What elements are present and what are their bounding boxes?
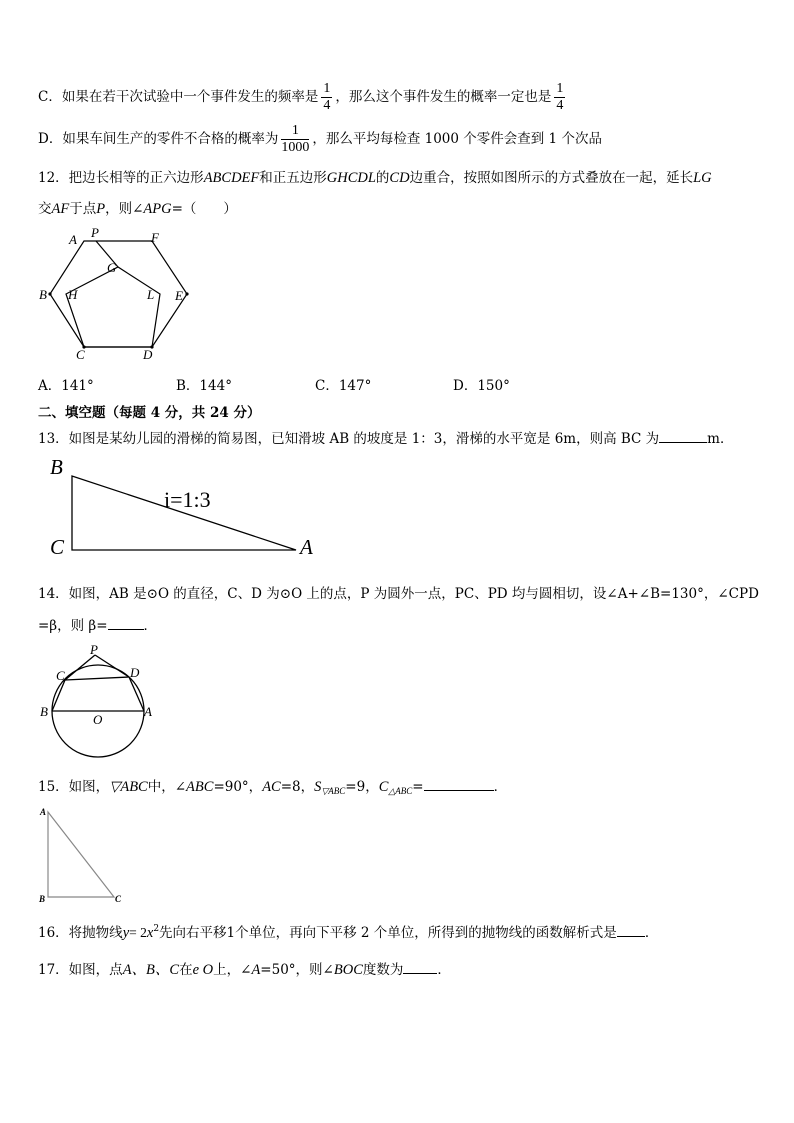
pentagon-shape [66, 267, 160, 347]
answer-blank [108, 617, 144, 630]
text: =8， [280, 779, 315, 795]
label-b: B [39, 894, 46, 904]
answer-blank [659, 430, 707, 443]
q11-d-fraction [281, 123, 309, 156]
text: =（ ） [171, 201, 237, 217]
q16-stem [38, 921, 658, 942]
math-circle: e O [192, 962, 214, 978]
text: 13．如图是某幼儿园的滑梯的简易图，已知滑坡 AB 的坡度是 1：3，滑梯的水平宽是 6m，则高 BC 为 [38, 431, 660, 447]
q11-c-prefix: C．如果在若干次试验中一个事件发生的频率是 [38, 89, 319, 105]
label-p: P [91, 225, 99, 240]
label-o: O [93, 712, 103, 727]
label-e: E [175, 288, 183, 303]
text: =9， [345, 779, 379, 795]
text: ． [437, 962, 451, 978]
slope-label: i=1:3 [164, 487, 211, 512]
label-f: F [151, 230, 159, 245]
q12-choice-c: C．147° [315, 378, 372, 394]
vertex-dot [48, 292, 51, 295]
text: 和正五边形 [259, 170, 327, 186]
text: 上，∠ [213, 962, 252, 978]
q11-c-middle: ，那么这个事件发生的概率一定也是 [335, 89, 552, 105]
math-points: A、B、C [122, 962, 180, 978]
text: m． [707, 431, 734, 447]
math-hexagon: ABCDEF [203, 170, 260, 186]
q14-stem-line2 [38, 614, 157, 634]
math-side: AC [262, 779, 281, 795]
math-exponent: 2 [153, 924, 160, 934]
label-c: C [50, 535, 65, 559]
math-area: S [314, 779, 322, 795]
label-a: A [144, 704, 152, 719]
q14-circle-figure [36, 640, 166, 760]
math-angle-boc: BOC [333, 962, 363, 978]
q12-choice-a: A．141° [38, 378, 94, 394]
frac-denominator: 4 [556, 98, 564, 113]
label-c: C [76, 347, 85, 362]
q11-c-fraction [321, 81, 332, 114]
math-x: x [146, 925, 154, 941]
label-a: A [300, 535, 313, 559]
label-a: A [40, 807, 47, 817]
math-segment: AF [51, 201, 70, 217]
label-c: C [56, 668, 65, 683]
text: ． [644, 925, 659, 941]
triangle-abc [48, 812, 114, 897]
tangent-pd [95, 655, 129, 677]
math-angle-a: A [251, 962, 261, 978]
math-angle: ABC [186, 779, 214, 795]
answer-blank [617, 924, 645, 937]
q12-stem-line1 [38, 166, 712, 187]
q11-d-prefix: D．如果车间生产的零件不合格的概率为 [38, 131, 279, 147]
answer-blank [403, 961, 437, 974]
text: 中，∠ [147, 779, 187, 795]
frac-denominator: 4 [323, 98, 331, 113]
q17-stem [38, 958, 451, 979]
label-d: D [143, 347, 153, 362]
q13-slide-figure [44, 452, 324, 562]
q11-option-c [38, 78, 568, 116]
chord-cd [65, 677, 129, 680]
text: ． [143, 618, 158, 634]
label-p: P [90, 642, 98, 657]
q12-choice-b: B．144° [176, 378, 232, 394]
q15-stem [38, 775, 507, 797]
q13-stem [38, 427, 733, 447]
math-point: P [96, 201, 106, 217]
q11-c-fraction-2 [554, 81, 565, 114]
label-h: H [68, 287, 78, 302]
line-bc [52, 680, 65, 711]
text: 边重合，按照如图所示的方式叠放在一起，延长 [409, 170, 694, 186]
text: =β，则 β= [38, 618, 108, 634]
math-angle: APG [143, 201, 172, 217]
tangent-pc [65, 655, 95, 680]
q11-option-d [38, 120, 602, 158]
math-subscript: △ABC [388, 786, 413, 796]
label-b: B [40, 704, 48, 719]
line-da [129, 677, 144, 711]
vertex-dot [185, 292, 188, 295]
frac-numerator: 1 [556, 81, 564, 96]
text: 于点 [69, 201, 97, 217]
math-eq: = 2 [129, 925, 147, 940]
text: =90°， [213, 779, 263, 795]
text: = [412, 779, 424, 795]
text: =50°，则∠ [260, 962, 334, 978]
math-triangle: ▽ABC [109, 779, 148, 795]
text: 12．把边长相等的正六边形 [38, 170, 204, 186]
math-subscript: ▽ABC [321, 786, 346, 796]
text: 度数为 [362, 962, 404, 978]
text: ，则∠ [105, 201, 144, 217]
text: 先向右平移1个单位，再向下平移 2 个单位，所得到的抛物线的函数解析式是 [159, 925, 617, 941]
label-g: G [107, 260, 117, 275]
text: 在 [179, 962, 193, 978]
math-pentagon: GHCDL [326, 170, 376, 186]
math-perimeter: C [378, 779, 389, 795]
label-c: C [115, 894, 122, 904]
label-l: L [147, 287, 155, 302]
q12-stem-line2 [38, 197, 237, 218]
text: ． [493, 779, 508, 795]
q14-stem-line1: 14．如图，AB 是⊙O 的直径，C、D 为⊙O 上的点，P 为圆外一点，PC、PD 均与圆相切，设∠A+∠B=130°，∠CPD [38, 586, 759, 602]
q15-triangle-figure [34, 804, 134, 908]
q12-choice-d: D．150° [453, 378, 510, 394]
math-side: CD [389, 170, 410, 186]
label-d: D [130, 665, 140, 680]
text: 17．如图，点 [38, 962, 123, 978]
text: 交 [38, 201, 52, 217]
q11-d-suffix: ，那么平均每检查 1000 个零件会查到 1 个次品 [312, 131, 602, 147]
label-a: A [69, 232, 77, 247]
q12-hexagon-pentagon-figure [30, 222, 200, 364]
label-b: B [39, 287, 47, 302]
frac-denominator: 1000 [281, 140, 310, 155]
label-b: B [50, 455, 63, 479]
frac-numerator: 1 [281, 123, 309, 140]
math-y: y [122, 925, 130, 941]
text: 的 [375, 170, 390, 186]
math-segment: LG [693, 170, 712, 186]
answer-blank [424, 778, 494, 791]
frac-numerator: 1 [323, 81, 331, 96]
text: 16．将抛物线 [38, 925, 123, 941]
section-heading: 二、填空题（每题 4 分，共 24 分） [38, 405, 261, 421]
text: 15．如图， [38, 779, 110, 795]
